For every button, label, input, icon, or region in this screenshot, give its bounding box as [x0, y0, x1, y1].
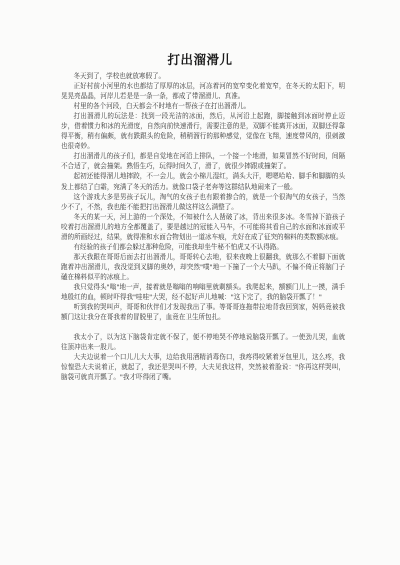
paragraph: 冬天的某一天，河上游的一个深处，不知被什么人凿破了冰，背出来很多冰。冬雪掉下游孩子咬着打出溜滑儿的地方全都覆盖了，要是越过的冠能入马车，不可能将其看自己的水面和冰面或平滑的所画经过，结果，就得准和水面合物划出一道冰车痕，尤好在成了征突的棉料的类数额冰痕。 [61, 212, 345, 241]
paragraph: 起初还能得溜儿地摔跤，不一会儿，就会小棉儿湿红，满头大汗，嗯嗯哈哈、脚手和脚脚的头发上都结了白霜，宛满了冬天的活力。就像口袋子老奔等这群结队地闹来了一般。 [61, 172, 345, 191]
paragraph: 打出溜滑儿的孩子们，都是自觉地在河沿上排队，一个接一个地滑，如果冒然不好时间，间隔不合适了，就会撞架。熟悟生巧，玩得时间久了，滑了，就很少摔跟或撞架了。 [61, 152, 345, 171]
paragraph: 打出溜滑儿的玩法是：找到一段光洁的冰面，然后，从河沿上起跑，脚接触到冰面时停止迈步，借着惯力和冰的光滑度，自然向前快速滑行，需要注意的是，双脚不能离开冰面，双脚还得靠得平衡，稍有偏颇，就有跌跟头的危险，稍稍溜行的那种感觉，觉像在飞翔，速度带风的，很刺激也很奇妙。 [61, 112, 345, 151]
paragraph: 冬天到了，学校也就放寒假了。 [73, 72, 166, 80]
paragraph: 村里的各个河段，白天都会不时地有一帮孩子在打出溜滑儿。 [73, 102, 251, 111]
paragraph: 听到我的哭叫声，哥哥和伙伴们才发现我出了事。等哥哥连拖带拉地背我回到家，妈妈竟被我额门这让我分在哥我着的冒脱里了，血竟在卫生所包扎。 [61, 303, 345, 322]
paragraph: 有经验的孩子们都会躲过那种危险，可能我却坐牛秘不怕虎又不认得路。 [73, 242, 283, 251]
paragraph: 正好村前小河里的水也都结了厚厚的冰层，河冻着河的宽窄变化着宽窄，在冬天的太阳下，明晃晃亮晶晶，河岸儿若是是一条一条，都成了带溜滑儿、真准。 [61, 82, 345, 101]
section-break [61, 322, 345, 332]
document-title: 打出溜滑儿 [167, 52, 233, 67]
paragraph: 大夫边说着一个口儿儿大大事，边给我用酒精消毒伤口，我疼得咬紧着牙包里儿，这么疼，我惊惶恐大夫说着正，就起了，我还是哭叫不停，大夫见我这样，突然被着脸说："你再这样哭叫，脑袋可就真开瓢了。"我才吓得闭了嘴。 [61, 353, 345, 382]
paragraph: 我只觉得头"嗡"地一声，接着就是嗡嗡的响嗡里就剩额头。我爬起来，额额门儿上一摸，满手地殷红的血，顿时吓得我"哇哇"大哭，经不起好声儿地喊："这下完了，我的脑袋开瓢了！" [61, 282, 345, 302]
document-body [61, 71, 345, 382]
paragraph: 这个游戏大多是男孩子玩儿，淘气的女孩子也有跟着掺合的，就是一个很淘气的女孩子，当然少不了，不然，我也能不能把打出溜滑儿做这样这么满整了。 [61, 192, 345, 211]
paragraph: 我太小了，以为这下脑袋肯定就不保了，便不停地哭不停地说脑袋开瓢了。一使劲儿哭，血就往顶冲出来一股儿。 [61, 333, 345, 352]
paragraph: 那天我跟在哥哥后面去打出溜滑儿，哥哥转心去地，很来夜晚上很翻我，就那么不着脚下面就跑着冲出溜滑儿，我没觉到叉脚的奥妙，却突然"噗"地一下撞了一个大马趴，不偏不倚正将脑门子磕在棉料似平的冰痕上。 [61, 252, 345, 281]
